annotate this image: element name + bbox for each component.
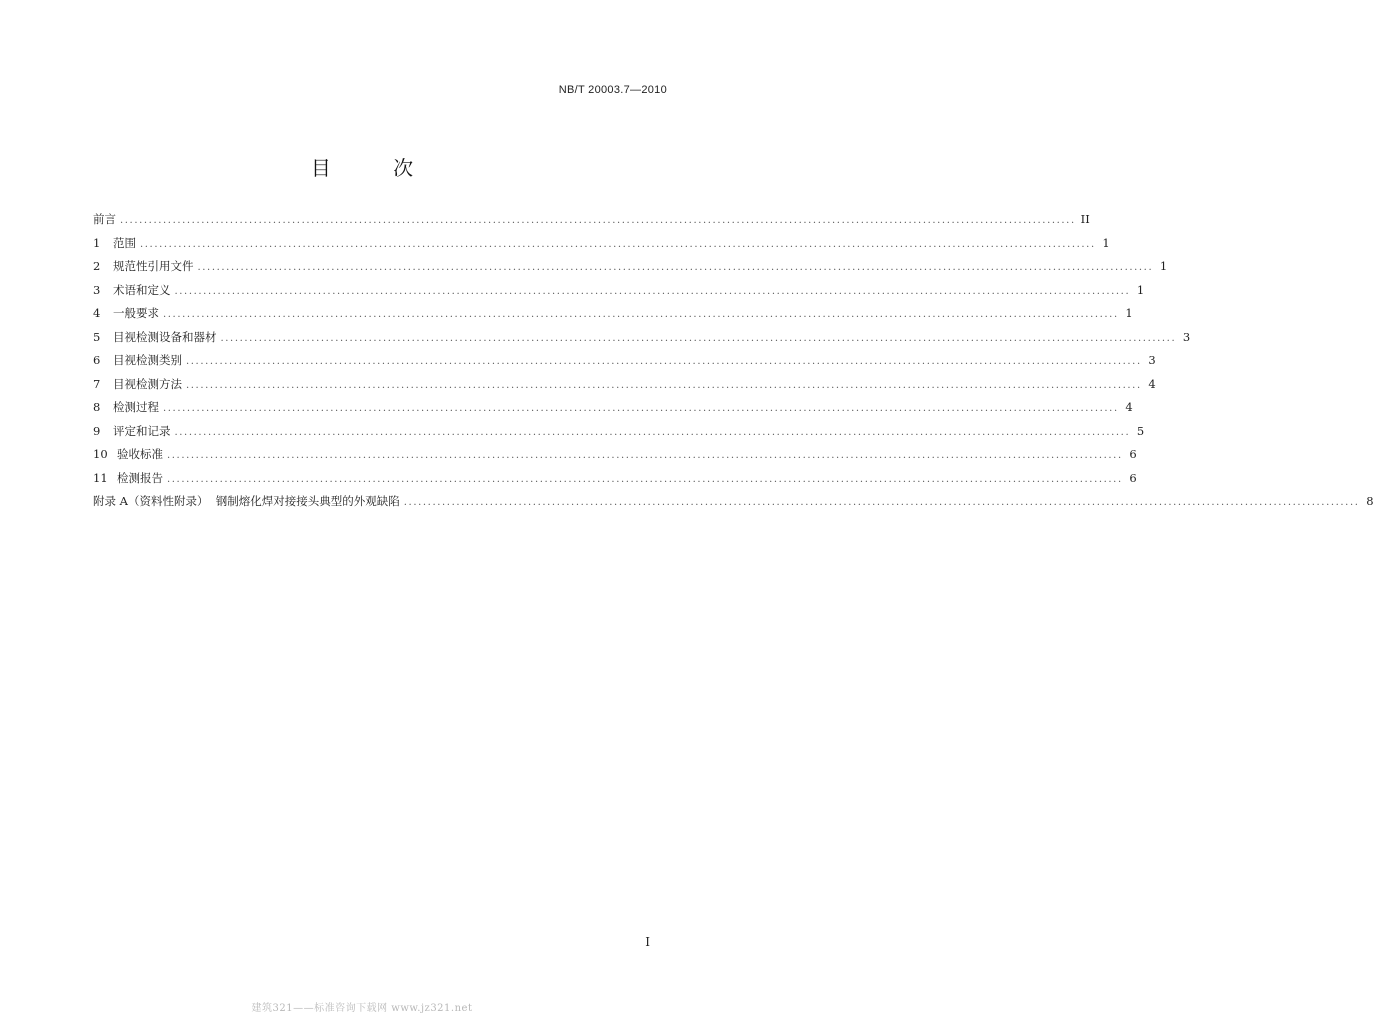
toc-entry-label: 评定和记录	[113, 423, 171, 438]
page-number: I	[645, 935, 650, 949]
toc-entry-number: 11	[93, 470, 108, 485]
toc-entry-2[interactable]	[93, 258, 1168, 282]
toc-entry-page: 3	[1182, 329, 1191, 344]
toc-entry-page: 6	[1129, 470, 1137, 485]
toc-leader-dots: ........................................................................................................................................................................................................	[186, 379, 1142, 391]
toc-entry-page: 1	[1159, 259, 1168, 273]
toc-leader-dots: ........................................................................................................................................................................................................	[220, 332, 1177, 344]
toc-entry-label: 检测过程	[113, 400, 159, 414]
toc-entry-label: 目视检测方法	[113, 376, 182, 391]
toc-entry-3[interactable]	[93, 282, 1145, 306]
standard-code: NB/T 20003.7—2010	[558, 84, 667, 96]
toc-entry-4[interactable]	[93, 305, 1133, 329]
toc-entry-9[interactable]	[93, 423, 1145, 447]
toc-entry-label: 目视检测设备和器材	[113, 329, 217, 344]
watermark: 建筑321——标准咨询下载网 www.jz321.net	[251, 1003, 473, 1014]
toc-entry-appendix-a[interactable]	[93, 493, 1374, 517]
toc-entry-page: II	[1080, 212, 1090, 226]
toc-leader-dots: ........................................................................................................................................................................................................	[186, 356, 1142, 367]
toc-leader-dots: ........................................................................................................................................................................................................	[167, 473, 1123, 485]
toc-entry-10[interactable]	[93, 446, 1137, 470]
toc-entry-page: 1	[1102, 235, 1110, 250]
toc-entry-number: 7	[93, 376, 101, 391]
toc-entry-label: 目视检测类别	[113, 353, 182, 367]
toc-entry-page: 8	[1366, 494, 1374, 508]
page-title: 目 次	[310, 156, 442, 180]
toc-leader-dots: ........................................................................................................................................................................................................	[163, 403, 1119, 414]
toc-leader-dots: ........................................................................................................................................................................................................	[174, 426, 1131, 438]
toc-entry-number: 3	[93, 282, 101, 297]
toc-entry-number: 8	[93, 400, 101, 414]
toc-entry-page: 1	[1125, 306, 1133, 320]
toc-entry-label: 范围	[113, 235, 136, 250]
toc-entry-label: 验收标准	[117, 447, 163, 461]
toc-entry-number: 1	[93, 235, 101, 250]
toc-entry-number: 2	[93, 259, 101, 273]
toc-leader-dots: ........................................................................................................................................................................................................	[174, 285, 1131, 297]
toc-entry-page: 3	[1148, 353, 1156, 367]
toc-leader-dots: ........................................................................................................................................................................................................	[167, 450, 1123, 461]
toc-entry-number: 6	[93, 353, 101, 367]
toc-entry-page: 6	[1129, 447, 1137, 461]
toc-entry-6[interactable]	[93, 352, 1156, 376]
toc-entry-page: 4	[1125, 400, 1133, 414]
toc-leader-dots: ........................................................................................................................................................................................................	[197, 262, 1154, 273]
toc-entry-page: 5	[1136, 423, 1145, 438]
toc-leader-dots: ........................................................................................................................................................................................................	[140, 238, 1096, 250]
toc-entry-number: 10	[93, 447, 108, 461]
toc-leader-dots: ........................................................................................................................................................................................................	[163, 309, 1119, 320]
toc-entry-label: 规范性引用文件	[113, 259, 194, 273]
toc-entry-label: 一般要求	[113, 306, 159, 320]
toc-entry-7[interactable]	[93, 376, 1156, 400]
toc-entry-5[interactable]	[93, 329, 1191, 353]
toc-entry-number: 4	[93, 306, 101, 320]
toc-leader-dots: ........................................................................................................................................................................................................	[120, 215, 1076, 226]
toc-entry-label: 前言	[93, 212, 116, 226]
toc-entry-page: 4	[1148, 376, 1156, 391]
toc-entry-8[interactable]	[93, 399, 1133, 423]
table-of-contents	[93, 211, 1374, 517]
toc-entry-page: 1	[1136, 282, 1145, 297]
toc-entry-label: 术语和定义	[113, 282, 171, 297]
toc-entry-11[interactable]	[93, 470, 1137, 494]
toc-entry-number: 9	[93, 423, 101, 438]
toc-entry-1[interactable]	[93, 235, 1110, 259]
toc-entry-label: 附录 A（资料性附录） 钢制熔化焊对接接头典型的外观缺陷	[93, 494, 400, 508]
toc-entry-preface[interactable]	[93, 211, 1090, 235]
toc-leader-dots: ........................................................................................................................................................................................................	[403, 497, 1360, 508]
toc-entry-label: 检测报告	[117, 470, 163, 485]
toc-entry-number: 5	[93, 329, 101, 344]
